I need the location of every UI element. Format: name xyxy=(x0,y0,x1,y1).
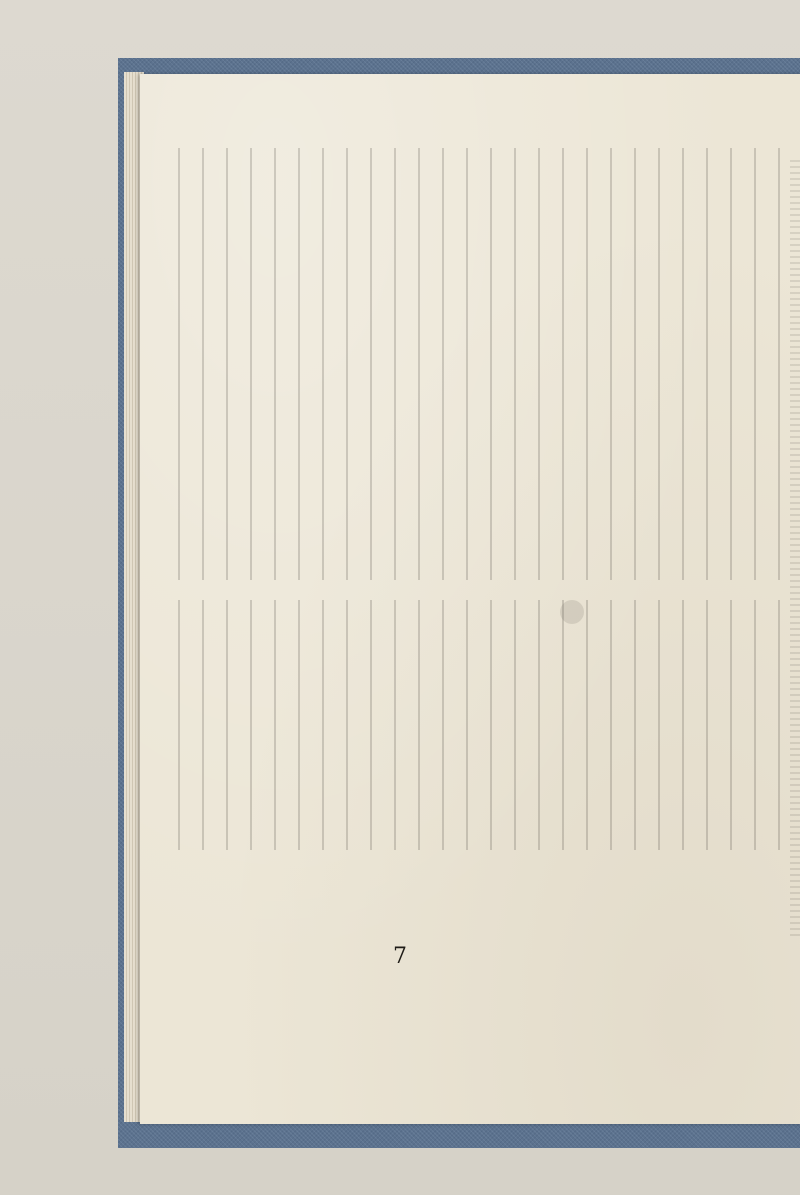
text-block-lower xyxy=(170,600,792,850)
page-number: 7 xyxy=(393,944,407,969)
scan-stain xyxy=(560,600,584,624)
text-block-upper xyxy=(170,148,792,580)
adjacent-page-bleed xyxy=(790,160,800,940)
